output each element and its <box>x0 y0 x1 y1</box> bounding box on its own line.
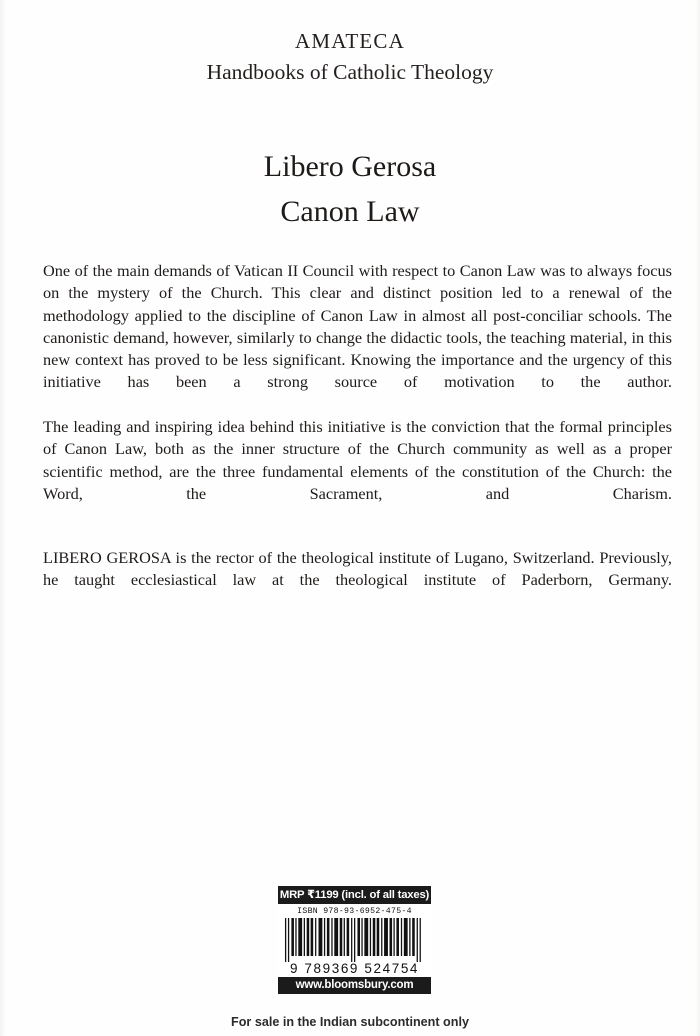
series-subtitle: Handbooks of Catholic Theology <box>206 60 494 84</box>
mrp-price-bar: MRP ₹1199 (incl. of all taxes) <box>278 886 431 904</box>
barcode-digits: 9 789369 524754 <box>289 961 420 976</box>
barcode-block <box>278 886 431 994</box>
blurb-paragraph-2: The leading and inspiring idea behind this initiative is the conviction that the formal principles of Canon Law, both as the inner structure of the Church community as well as a proper scientific method, are the three fundamental elements of the constitution of the Church: the Word, the Sacrament, and Charism. <box>43 417 672 503</box>
publisher-website-bar: www.bloomsbury.com <box>278 977 431 994</box>
barcode-area <box>278 904 431 977</box>
ean13-barcode-icon <box>283 918 426 962</box>
sales-territory-note: For sale in the Indian subcontinent only <box>231 1015 469 1029</box>
series-header <box>0 27 700 87</box>
isbn-text: ISBN 978-93-6952-475-4 <box>297 907 412 916</box>
back-cover-blurb <box>43 260 672 613</box>
author-name: Libero Gerosa <box>263 150 437 183</box>
book-title: Canon Law <box>280 195 420 228</box>
author-bio-paragraph: LIBERO GEROSA is the rector of the theological institute of Lugano, Switzerland. Previously, he taught ecclesiastical law at the theological institute of Paderborn, Germany. <box>43 547 672 589</box>
title-block <box>0 147 700 232</box>
blurb-paragraph-1: One of the main demands of Vatican II Council with respect to Canon Law was to always focus on the mystery of the Church. This clear and distinct position led to a renewal of the methodology applied to the discipline of Canon Law in almost all post-conciliar schools. The canonistic demand, however, similarly to change the didactic tools, the teaching material, in this new context has proved to be less significant. Knowing the importance and the urgency of this initiative has been a strong source of motivation to the author. <box>43 261 672 392</box>
series-name: AMATECA <box>295 29 405 53</box>
